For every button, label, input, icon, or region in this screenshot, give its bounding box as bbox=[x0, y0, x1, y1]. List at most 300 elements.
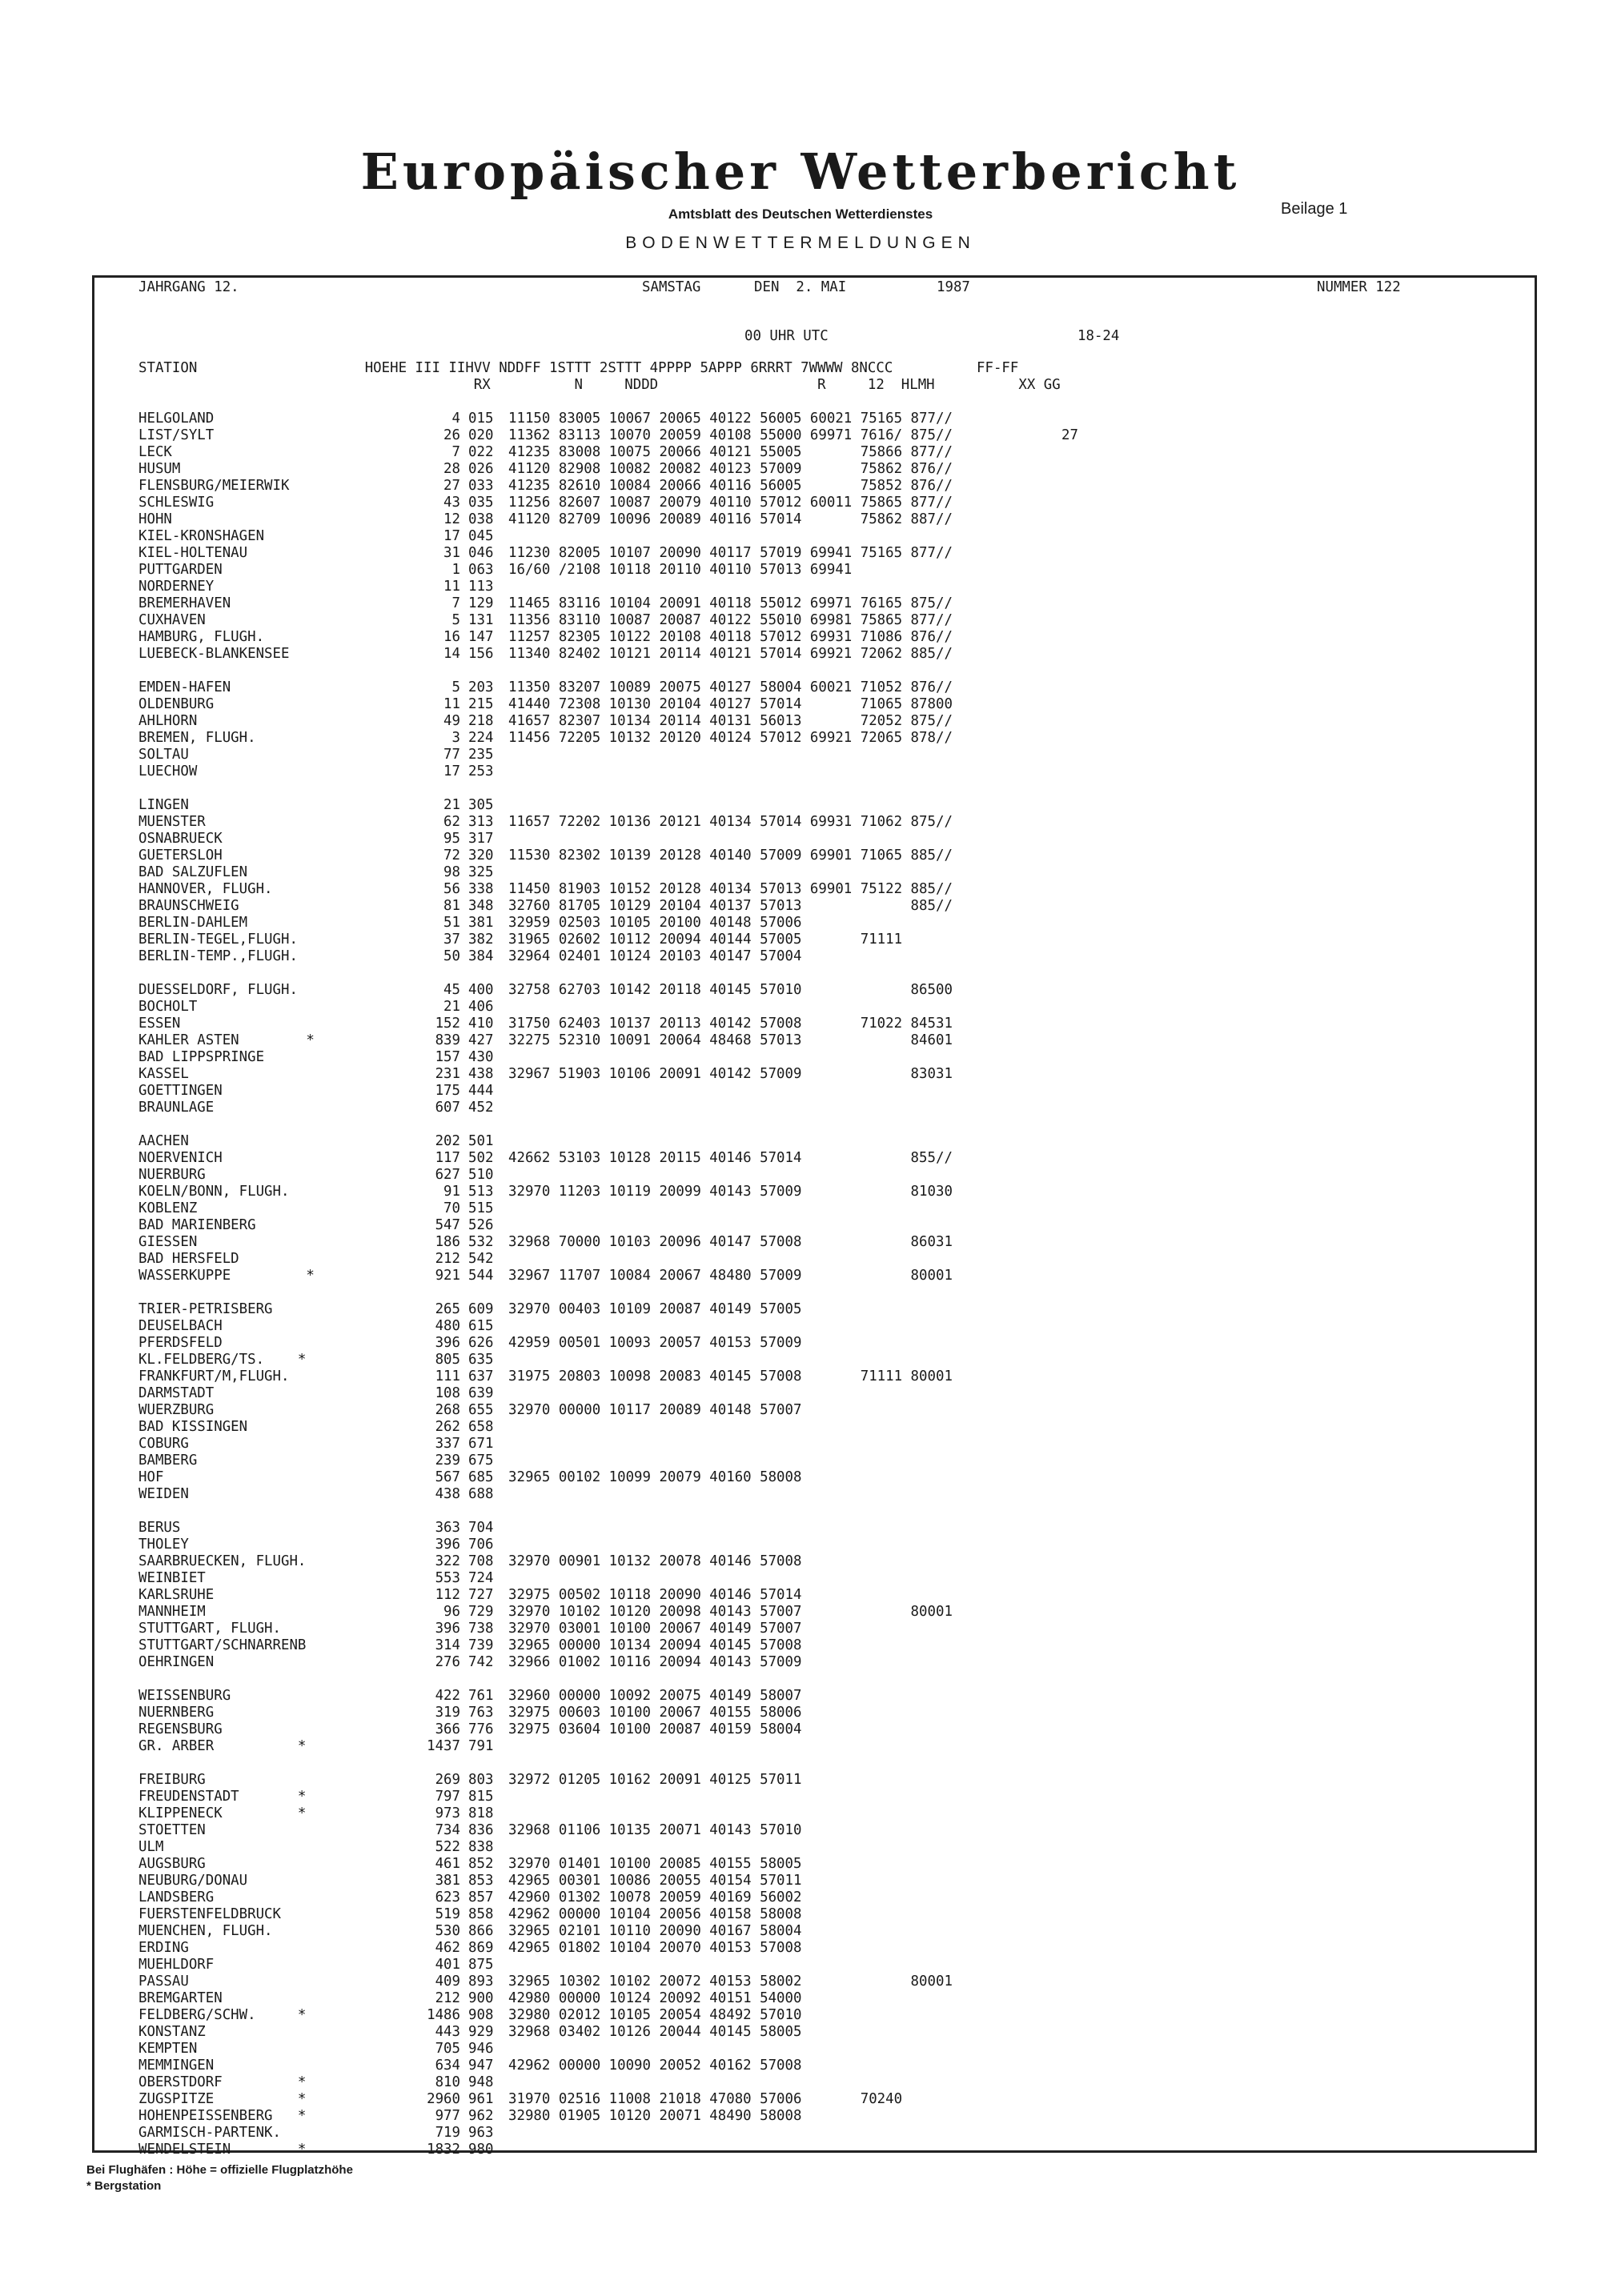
station-number: 406 bbox=[468, 999, 494, 1015]
station-number: 900 bbox=[468, 1990, 494, 2006]
station-height: 409 bbox=[435, 1973, 460, 1989]
station-height: 366 bbox=[435, 1721, 460, 1737]
station-height: 7 bbox=[451, 595, 460, 611]
table-row bbox=[138, 2024, 1531, 2041]
station-height: 381 bbox=[435, 1873, 460, 1889]
station-number: 382 bbox=[468, 932, 494, 948]
station-number: 305 bbox=[468, 797, 494, 813]
station-height: 95 bbox=[443, 831, 460, 847]
station-name: ULM bbox=[138, 1839, 164, 1855]
station-name: WEINBIET bbox=[138, 1570, 206, 1586]
station-name: BAMBERG bbox=[138, 1453, 198, 1469]
station-name: MUEHLDORF bbox=[138, 1957, 215, 1973]
station-number: 609 bbox=[468, 1301, 494, 1317]
station-height: 269 bbox=[435, 1772, 460, 1788]
station-number: 427 bbox=[468, 1032, 494, 1048]
beilage-label: Beilage 1 bbox=[1281, 200, 1348, 218]
table-row bbox=[138, 1368, 1531, 1385]
station-number: 818 bbox=[468, 1805, 494, 1821]
station-height: 810 bbox=[435, 2074, 460, 2090]
group-separator bbox=[138, 1284, 1531, 1301]
station-number: 502 bbox=[468, 1150, 494, 1166]
table-row bbox=[138, 1335, 1531, 1352]
station-height: 530 bbox=[435, 1923, 460, 1939]
station-number: 320 bbox=[468, 847, 494, 864]
table-row bbox=[138, 915, 1531, 932]
station-number: 615 bbox=[468, 1318, 494, 1334]
station-report: 32968 03402 10126 20044 40145 58005 bbox=[508, 2024, 802, 2040]
station-number: 908 bbox=[468, 2007, 494, 2023]
station-number: 513 bbox=[468, 1184, 494, 1200]
station-name: FREIBURG bbox=[138, 1772, 206, 1788]
station-height: 623 bbox=[435, 1889, 460, 1905]
station-table bbox=[138, 411, 1531, 2158]
table-row bbox=[138, 1805, 1531, 1822]
table-row bbox=[138, 1520, 1531, 1537]
station-number: 815 bbox=[468, 1789, 494, 1805]
table-row bbox=[138, 511, 1531, 528]
station-number: 317 bbox=[468, 831, 494, 847]
table-row bbox=[138, 730, 1531, 747]
station-name: ZUGSPITZE * bbox=[138, 2091, 307, 2107]
table-row bbox=[138, 528, 1531, 545]
table-row bbox=[138, 881, 1531, 898]
station-name: AACHEN bbox=[138, 1133, 189, 1149]
station-report: 32975 00603 10100 20067 40155 58006 bbox=[508, 1705, 802, 1721]
station-name: KASSEL bbox=[138, 1066, 189, 1082]
table-row bbox=[138, 562, 1531, 579]
table-row bbox=[138, 1100, 1531, 1116]
station-number: 348 bbox=[468, 898, 494, 914]
station-height: 175 bbox=[435, 1083, 460, 1099]
station-name: GIESSEN bbox=[138, 1234, 198, 1250]
station-name: KEMPTEN bbox=[138, 2041, 198, 2057]
station-name: WUERZBURG bbox=[138, 1402, 215, 1418]
station-name: KL.FELDBERG/TS. * bbox=[138, 1352, 307, 1368]
station-name: BAD MARIENBERG bbox=[138, 1217, 256, 1233]
table-row bbox=[138, 1621, 1531, 1637]
station-number: 203 bbox=[468, 679, 494, 695]
station-name: EMDEN-HAFEN bbox=[138, 679, 231, 695]
table-row bbox=[138, 1453, 1531, 1469]
table-row bbox=[138, 1352, 1531, 1368]
table-row bbox=[138, 1385, 1531, 1402]
station-number: 224 bbox=[468, 730, 494, 746]
station-number: 655 bbox=[468, 1402, 494, 1418]
station-number: 147 bbox=[468, 629, 494, 645]
station-name: BAD KISSINGEN bbox=[138, 1419, 248, 1435]
station-name: FREUDENSTADT * bbox=[138, 1789, 307, 1805]
station-height: 45 bbox=[443, 982, 460, 998]
station-number: 430 bbox=[468, 1049, 494, 1065]
group-separator bbox=[138, 663, 1531, 679]
station-name: BERLIN-DAHLEM bbox=[138, 915, 248, 931]
station-report: 32965 00000 10134 20094 40145 57008 bbox=[508, 1637, 802, 1653]
station-name: HOHENPEISSENBERG * bbox=[138, 2108, 307, 2124]
table-row bbox=[138, 1705, 1531, 1721]
station-number: 215 bbox=[468, 696, 494, 712]
station-name: SAARBRUECKEN, FLUGH. bbox=[138, 1553, 307, 1569]
station-report: 32959 02503 10105 20100 40148 57006 bbox=[508, 915, 802, 931]
station-number: 675 bbox=[468, 1453, 494, 1469]
station-report: 32967 11707 10084 20067 48480 57009 80001 bbox=[508, 1268, 953, 1284]
station-name: BREMGARTEN bbox=[138, 1990, 223, 2006]
table-row bbox=[138, 679, 1531, 696]
station-name: PFERDSFELD bbox=[138, 1335, 223, 1351]
table-row bbox=[138, 444, 1531, 461]
table-row bbox=[138, 1973, 1531, 1990]
station-name: OEHRINGEN bbox=[138, 1654, 215, 1670]
station-height: 1486 bbox=[427, 2007, 460, 2023]
station-number: 875 bbox=[468, 1957, 494, 1973]
station-height: 56 bbox=[443, 881, 460, 897]
station-height: 319 bbox=[435, 1705, 460, 1721]
station-name: PUTTGARDEN bbox=[138, 562, 223, 578]
table-row bbox=[138, 612, 1531, 629]
station-number: 946 bbox=[468, 2041, 494, 2057]
station-name: NEUBURG/DONAU bbox=[138, 1873, 248, 1889]
station-height: 96 bbox=[443, 1604, 460, 1620]
station-report: 32968 01106 10135 20071 40143 57010 bbox=[508, 1822, 802, 1838]
station-report: 31750 62403 10137 20113 40142 57008 71022 84531 bbox=[508, 1016, 953, 1032]
station-number: 235 bbox=[468, 747, 494, 763]
station-number: 033 bbox=[468, 478, 494, 494]
station-report: 32968 70000 10103 20096 40147 57008 86031 bbox=[508, 1234, 953, 1250]
station-report: 11356 83110 10087 20087 40122 55010 69981 75865 877// bbox=[508, 612, 953, 628]
table-row bbox=[138, 1839, 1531, 1856]
station-name: KIEL-KRONSHAGEN bbox=[138, 528, 265, 544]
station-height: 719 bbox=[435, 2125, 460, 2141]
station-name: BERLIN-TEGEL,FLUGH. bbox=[138, 932, 298, 948]
table-row bbox=[138, 1150, 1531, 1167]
station-number: 501 bbox=[468, 1133, 494, 1149]
station-report: 32975 00502 10118 20090 40146 57014 bbox=[508, 1587, 802, 1603]
table-row bbox=[138, 2041, 1531, 2058]
station-name: FRANKFURT/M,FLUGH. bbox=[138, 1368, 290, 1384]
table-row bbox=[138, 1688, 1531, 1705]
station-name: OBERSTDORF * bbox=[138, 2074, 307, 2090]
station-number: 526 bbox=[468, 1217, 494, 1233]
station-height: 422 bbox=[435, 1688, 460, 1704]
station-name: SOLTAU bbox=[138, 747, 189, 763]
station-height: 91 bbox=[443, 1184, 460, 1200]
station-report: 32970 01401 10100 20085 40155 58005 bbox=[508, 1856, 802, 1872]
station-height: 797 bbox=[435, 1789, 460, 1805]
group-separator bbox=[138, 965, 1531, 982]
table-row bbox=[138, 999, 1531, 1016]
station-number: 438 bbox=[468, 1066, 494, 1082]
group-separator bbox=[138, 1671, 1531, 1688]
group-separator bbox=[138, 1503, 1531, 1520]
station-number: 542 bbox=[468, 1251, 494, 1267]
station-number: 962 bbox=[468, 2108, 494, 2124]
station-report: 32966 01002 10116 20094 40143 57009 bbox=[508, 1654, 802, 1670]
station-number: 325 bbox=[468, 864, 494, 880]
station-height: 1832 bbox=[427, 2142, 460, 2158]
station-report: 32965 02101 10110 20090 40167 58004 bbox=[508, 1923, 802, 1939]
station-number: 729 bbox=[468, 1604, 494, 1620]
table-row bbox=[138, 1889, 1531, 1906]
table-row bbox=[138, 1469, 1531, 1486]
station-report: 42962 00000 10104 20056 40158 58008 bbox=[508, 1906, 802, 1922]
station-height: 212 bbox=[435, 1251, 460, 1267]
station-name: KLIPPENECK * bbox=[138, 1805, 307, 1821]
station-height: 396 bbox=[435, 1537, 460, 1553]
station-height: 314 bbox=[435, 1637, 460, 1653]
station-number: 761 bbox=[468, 1688, 494, 1704]
station-number: 381 bbox=[468, 915, 494, 931]
station-height: 111 bbox=[435, 1368, 460, 1384]
station-report: 32970 00901 10132 20078 40146 57008 bbox=[508, 1553, 802, 1569]
station-number: 046 bbox=[468, 545, 494, 561]
station-height: 547 bbox=[435, 1217, 460, 1233]
station-number: 948 bbox=[468, 2074, 494, 2090]
group-separator bbox=[138, 1116, 1531, 1133]
station-height: 3 bbox=[451, 730, 460, 746]
station-number: 026 bbox=[468, 461, 494, 477]
station-height: 108 bbox=[435, 1385, 460, 1401]
station-name: HELGOLAND bbox=[138, 411, 215, 427]
station-report: 11657 72202 10136 20121 40134 57014 69931 71062 875// bbox=[508, 814, 953, 830]
table-row bbox=[138, 1873, 1531, 1889]
table-row bbox=[138, 1066, 1531, 1083]
station-name: BERUS bbox=[138, 1520, 181, 1536]
station-height: 265 bbox=[435, 1301, 460, 1317]
table-row bbox=[138, 495, 1531, 511]
station-number: 131 bbox=[468, 612, 494, 628]
table-row bbox=[138, 1923, 1531, 1940]
station-name: WENDELSTEIN * bbox=[138, 2142, 307, 2158]
station-report: 11465 83116 10104 20091 40118 55012 69971 76165 875// bbox=[508, 595, 953, 611]
page-title: Europäischer Wetterbericht bbox=[360, 142, 1241, 201]
station-name: HAMBURG, FLUGH. bbox=[138, 629, 265, 645]
station-number: 685 bbox=[468, 1469, 494, 1485]
station-name: HOF bbox=[138, 1469, 164, 1485]
table-row bbox=[138, 2007, 1531, 2024]
station-height: 70 bbox=[443, 1200, 460, 1216]
station-height: 567 bbox=[435, 1469, 460, 1485]
station-report: 11257 82305 10122 20108 40118 57012 69931 71086 876// bbox=[508, 629, 953, 645]
station-name: DARMSTADT bbox=[138, 1385, 215, 1401]
station-height: 43 bbox=[443, 495, 460, 511]
station-name: PASSAU bbox=[138, 1973, 189, 1989]
table-row bbox=[138, 763, 1531, 780]
table-row bbox=[138, 847, 1531, 864]
station-number: 947 bbox=[468, 2058, 494, 2074]
station-report: 42965 00301 10086 20055 40154 57011 bbox=[508, 1873, 802, 1889]
table-row bbox=[138, 797, 1531, 814]
station-height: 462 bbox=[435, 1940, 460, 1956]
table-row bbox=[138, 629, 1531, 646]
station-report: 11350 83207 10089 20075 40127 58004 60021 71052 876// bbox=[508, 679, 953, 695]
table-row bbox=[138, 1990, 1531, 2007]
station-height: 921 bbox=[435, 1268, 460, 1284]
station-number: 532 bbox=[468, 1234, 494, 1250]
station-name: REGENSBURG bbox=[138, 1721, 223, 1737]
station-height: 839 bbox=[435, 1032, 460, 1048]
station-number: 400 bbox=[468, 982, 494, 998]
station-number: 742 bbox=[468, 1654, 494, 1670]
station-height: 4 bbox=[451, 411, 460, 427]
table-row bbox=[138, 864, 1531, 881]
station-number: 776 bbox=[468, 1721, 494, 1737]
station-height: 28 bbox=[443, 461, 460, 477]
station-height: 17 bbox=[443, 528, 460, 544]
station-name: KONSTANZ bbox=[138, 2024, 206, 2040]
table-row bbox=[138, 1318, 1531, 1335]
station-number: 688 bbox=[468, 1486, 494, 1502]
station-name: LUEBECK-BLANKENSEE bbox=[138, 646, 290, 662]
station-name: GARMISCH-PARTENK. bbox=[138, 2125, 281, 2141]
station-height: 401 bbox=[435, 1957, 460, 1973]
station-name: HOHN bbox=[138, 511, 172, 527]
station-height: 268 bbox=[435, 1402, 460, 1418]
group-separator bbox=[138, 1755, 1531, 1772]
table-row bbox=[138, 1083, 1531, 1100]
station-number: 708 bbox=[468, 1553, 494, 1569]
station-number: 893 bbox=[468, 1973, 494, 1989]
station-height: 21 bbox=[443, 999, 460, 1015]
station-name: WEISSENBURG bbox=[138, 1688, 231, 1704]
table-row bbox=[138, 1772, 1531, 1789]
station-report: 32967 51903 10106 20091 40142 57009 83031 bbox=[508, 1066, 953, 1082]
station-report: 42662 53103 10128 20115 40146 57014 855// bbox=[508, 1150, 953, 1166]
station-report: 42980 00000 10124 20092 40151 54000 bbox=[508, 1990, 802, 2006]
station-report: 11530 82302 10139 20128 40140 57009 69901 71065 885// bbox=[508, 847, 953, 864]
station-height: 262 bbox=[435, 1419, 460, 1435]
station-number: 929 bbox=[468, 2024, 494, 2040]
station-height: 1 bbox=[451, 562, 460, 578]
station-number: 510 bbox=[468, 1167, 494, 1183]
station-height: 112 bbox=[435, 1587, 460, 1603]
station-height: 805 bbox=[435, 1352, 460, 1368]
station-height: 634 bbox=[435, 2058, 460, 2074]
station-height: 72 bbox=[443, 847, 460, 864]
table-row bbox=[138, 461, 1531, 478]
station-height: 11 bbox=[443, 579, 460, 595]
station-number: 038 bbox=[468, 511, 494, 527]
station-number: 544 bbox=[468, 1268, 494, 1284]
table-row bbox=[138, 1789, 1531, 1805]
station-report: 41235 82610 10084 20066 40116 56005 75852 876// bbox=[508, 478, 953, 494]
station-number: 852 bbox=[468, 1856, 494, 1872]
station-report: 11150 83005 10067 20065 40122 56005 60021 75165 877// bbox=[508, 411, 953, 427]
station-name: BERLIN-TEMP.,FLUGH. bbox=[138, 948, 298, 964]
station-number: 156 bbox=[468, 646, 494, 662]
station-report: 32970 10102 10120 20098 40143 57007 80001 bbox=[508, 1604, 953, 1620]
station-name: NUERNBERG bbox=[138, 1705, 215, 1721]
station-report: 32972 01205 10162 20091 40125 57011 bbox=[508, 1772, 802, 1788]
table-row bbox=[138, 1721, 1531, 1738]
station-name: BAD LIPPSPRINGE bbox=[138, 1049, 265, 1065]
station-name: OSNABRUECK bbox=[138, 831, 223, 847]
station-report: 32970 00403 10109 20087 40149 57005 bbox=[508, 1301, 802, 1317]
station-height: 607 bbox=[435, 1100, 460, 1116]
station-name: GOETTINGEN bbox=[138, 1083, 223, 1099]
table-row bbox=[138, 1604, 1531, 1621]
station-number: 836 bbox=[468, 1822, 494, 1838]
table-row bbox=[138, 1486, 1531, 1503]
station-height: 2960 bbox=[427, 2091, 460, 2107]
table-row bbox=[138, 1217, 1531, 1234]
station-number: 803 bbox=[468, 1772, 494, 1788]
station-number: 858 bbox=[468, 1906, 494, 1922]
footnote-airport: Bei Flughäfen : Höhe = offizielle Flugplatzhöhe bbox=[86, 2163, 353, 2177]
table-row bbox=[138, 1957, 1531, 1973]
table-row bbox=[138, 1436, 1531, 1453]
station-height: 49 bbox=[443, 713, 460, 729]
station-number: 444 bbox=[468, 1083, 494, 1099]
station-height: 396 bbox=[435, 1621, 460, 1637]
station-height: 7 bbox=[451, 444, 460, 460]
table-row bbox=[138, 932, 1531, 948]
table-row bbox=[138, 579, 1531, 595]
station-height: 239 bbox=[435, 1453, 460, 1469]
table-row bbox=[138, 696, 1531, 713]
station-height: 81 bbox=[443, 898, 460, 914]
station-height: 443 bbox=[435, 2024, 460, 2040]
station-number: 639 bbox=[468, 1385, 494, 1401]
station-name: CUXHAVEN bbox=[138, 612, 206, 628]
station-height: 202 bbox=[435, 1133, 460, 1149]
table-row bbox=[138, 814, 1531, 831]
station-name: ESSEN bbox=[138, 1016, 181, 1032]
table-row bbox=[138, 747, 1531, 763]
period: 18-24 bbox=[1077, 328, 1120, 344]
station-name: NUERBURG bbox=[138, 1167, 206, 1183]
station-name: GR. ARBER * bbox=[138, 1738, 307, 1754]
station-number: 045 bbox=[468, 528, 494, 544]
station-height: 705 bbox=[435, 2041, 460, 2057]
station-name: BRAUNSCHWEIG bbox=[138, 898, 239, 914]
station-name: LUECHOW bbox=[138, 763, 198, 779]
table-row bbox=[138, 2091, 1531, 2108]
station-height: 322 bbox=[435, 1553, 460, 1569]
station-height: 480 bbox=[435, 1318, 460, 1334]
station-height: 152 bbox=[435, 1016, 460, 1032]
station-name: MANNHEIM bbox=[138, 1604, 206, 1620]
station-name: MEMMINGEN bbox=[138, 2058, 215, 2074]
station-report: 41120 82709 10096 20089 40116 57014 75862 887// bbox=[508, 511, 953, 527]
column-headers-line2: RX N NDDD R 12 HLMH XX GG bbox=[138, 377, 1061, 393]
station-report: 32970 03001 10100 20067 40149 57007 bbox=[508, 1621, 802, 1637]
station-height: 337 bbox=[435, 1436, 460, 1452]
station-number: 963 bbox=[468, 2125, 494, 2141]
year: 1987 bbox=[937, 279, 970, 295]
station-height: 11 bbox=[443, 696, 460, 712]
table-row bbox=[138, 898, 1531, 915]
station-height: 186 bbox=[435, 1234, 460, 1250]
table-row bbox=[138, 1016, 1531, 1032]
station-number: 791 bbox=[468, 1738, 494, 1754]
station-name: WASSERKUPPE * bbox=[138, 1268, 315, 1284]
station-report: 31965 02602 10112 20094 40144 57005 71111 bbox=[508, 932, 903, 948]
station-report: 42965 01802 10104 20070 40153 57008 bbox=[508, 1940, 802, 1956]
subtitle: Amtsblatt des Deutschen Wetterdienstes bbox=[668, 206, 933, 222]
station-name: LIST/SYLT bbox=[138, 427, 215, 443]
table-row bbox=[138, 478, 1531, 495]
station-name: BOCHOLT bbox=[138, 999, 198, 1015]
station-height: 62 bbox=[443, 814, 460, 830]
weekday: SAMSTAG bbox=[642, 279, 701, 295]
station-number: 515 bbox=[468, 1200, 494, 1216]
station-report: 41120 82908 10082 20082 40123 57009 75862 876// bbox=[508, 461, 953, 477]
station-number: 452 bbox=[468, 1100, 494, 1116]
station-number: 866 bbox=[468, 1923, 494, 1939]
station-number: 853 bbox=[468, 1873, 494, 1889]
table-row bbox=[138, 2125, 1531, 2142]
station-height: 1437 bbox=[427, 1738, 460, 1754]
